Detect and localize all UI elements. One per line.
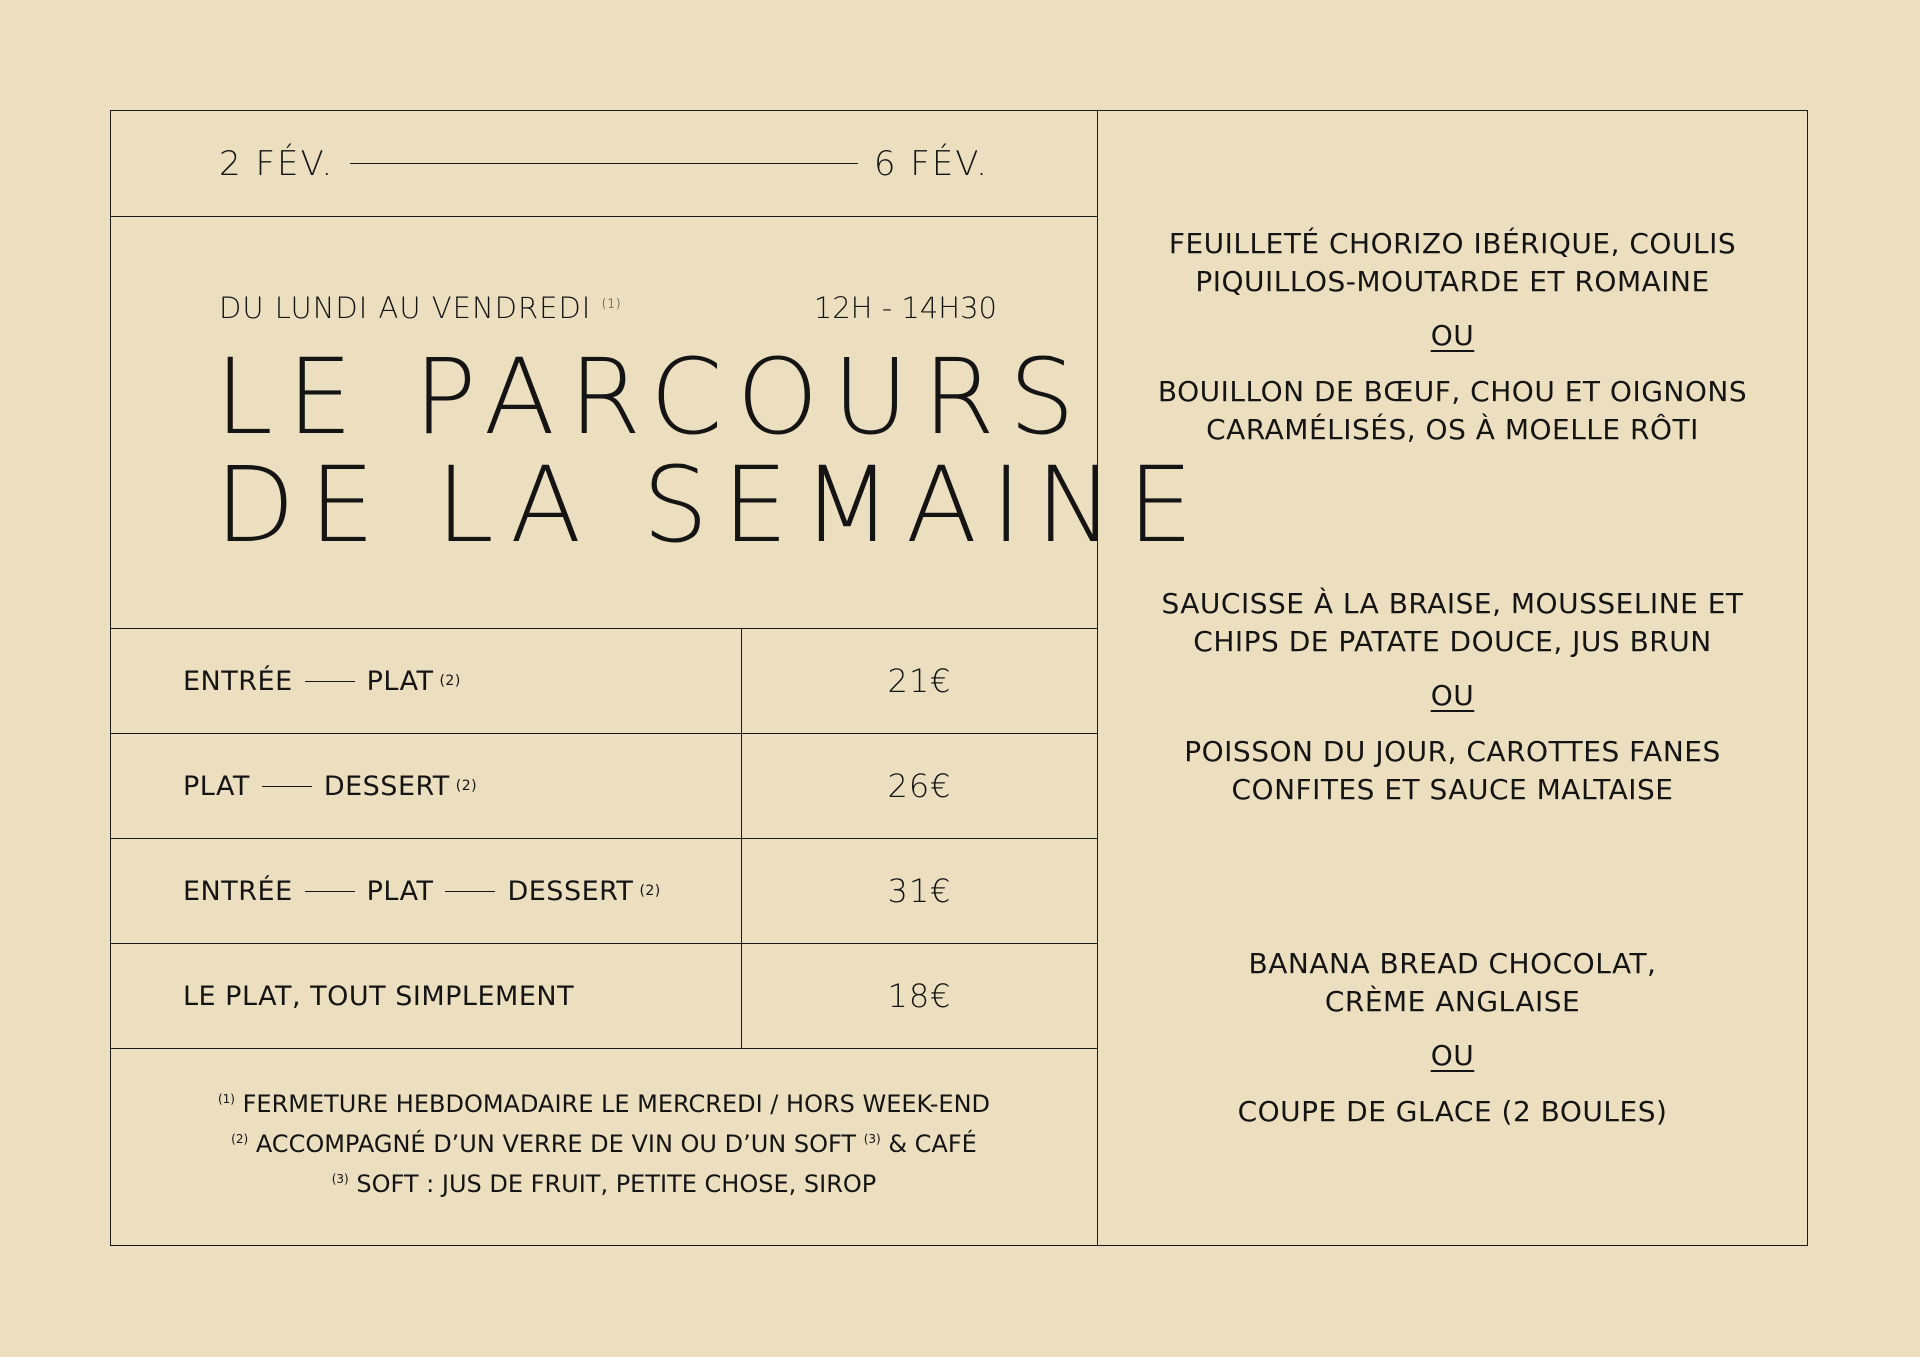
starters-course	[1098, 225, 1807, 449]
formula-part: ENTRÉE	[183, 875, 293, 907]
formula-row	[111, 839, 1097, 944]
title-block	[111, 217, 1208, 629]
dish-line: POISSON DU JOUR, CAROTTES FANES	[1184, 735, 1721, 768]
left-panel	[111, 111, 1208, 1245]
footnote-text: FERMETURE HEBDOMADAIRE LE MERCREDI / HORS WEEK-END	[242, 1090, 991, 1118]
formula-price: 31€	[887, 872, 952, 910]
formula-label	[111, 839, 742, 943]
formula-note: (2)	[639, 883, 661, 899]
title-line-2: DE LA SEMAINE	[215, 444, 1208, 566]
formula-dash	[445, 891, 495, 892]
footnotes	[111, 1049, 1097, 1245]
or-separator: OU	[1430, 319, 1475, 352]
footnote	[231, 1130, 977, 1158]
dish-line: CRÈME ANGLAISE	[1324, 985, 1581, 1018]
formula-dash	[262, 786, 312, 787]
dish	[1098, 733, 1807, 809]
dish-line: BANANA BREAD CHOCOLAT,	[1248, 947, 1657, 980]
footnote	[218, 1090, 990, 1118]
dish-line: CHIPS DE PATATE DOUCE, JUS BRUN	[1193, 625, 1712, 658]
dish-line: SAUCISSE À LA BRAISE, MOUSSELINE ET	[1161, 587, 1744, 620]
days-text: DU LUNDI AU VENDREDI	[219, 291, 592, 325]
mains-course	[1098, 585, 1807, 809]
formula-part: ENTRÉE	[183, 665, 293, 697]
formula-label	[111, 944, 742, 1048]
dish-line: BOUILLON DE BŒUF, CHOU ET OIGNONS	[1157, 375, 1748, 408]
formula-part: DESSERT	[323, 770, 450, 802]
formula-dash	[305, 891, 355, 892]
formula-row	[111, 944, 1097, 1049]
formula-label	[111, 734, 742, 838]
dish	[1098, 945, 1807, 1021]
formula-part: PLAT	[183, 770, 250, 802]
dish-line: COUPE DE GLACE (2 BOULES)	[1237, 1095, 1668, 1128]
or-separator: OU	[1430, 679, 1475, 712]
formula-part: PLAT	[366, 875, 434, 907]
formula-price: 21€	[887, 662, 952, 700]
formula-part: DESSERT	[507, 875, 634, 907]
footnote-mark: (1)	[217, 1092, 235, 1106]
footnote-mark: (3)	[331, 1172, 349, 1186]
footnote-text: SOFT : JUS DE FRUIT, PETITE CHOSE, SIROP	[356, 1170, 877, 1198]
date-range	[111, 111, 1097, 217]
formula-price: 18€	[887, 977, 952, 1015]
dish-line: FEUILLETÉ CHORIZO IBÉRIQUE, COULIS	[1168, 227, 1737, 260]
start-date: 2 FÉV.	[219, 143, 335, 184]
dish	[1098, 585, 1807, 661]
formula-row	[111, 734, 1097, 839]
title-line-1: LE PARCOURS	[215, 336, 1089, 458]
formula-row	[111, 629, 1097, 734]
formula-part: PLAT	[366, 665, 434, 697]
footnote	[332, 1170, 877, 1198]
formula-part: LE PLAT, TOUT SIMPLEMENT	[183, 980, 575, 1012]
hours-label: 12H - 14H30	[813, 291, 997, 325]
desserts-course	[1098, 945, 1807, 1131]
formula-note: (2)	[455, 778, 478, 794]
formula-note: (2)	[439, 673, 461, 689]
dish-line: CARAMÉLISÉS, OS À MOELLE RÔTI	[1206, 413, 1699, 446]
days-label	[219, 291, 622, 325]
formula-dash	[305, 681, 355, 682]
footnote-mark: (2)	[231, 1132, 249, 1146]
days-note: (1)	[601, 296, 622, 311]
dish	[1098, 225, 1807, 301]
footnote-mark: (3)	[863, 1132, 881, 1146]
end-date: 6 FÉV.	[873, 143, 989, 184]
dish-line: PIQUILLOS-MOUTARDE ET ROMAINE	[1195, 265, 1710, 298]
dish	[1098, 1093, 1807, 1131]
date-range-line	[350, 163, 858, 164]
dish-line: CONFITES ET SAUCE MALTAISE	[1231, 773, 1674, 806]
or-separator: OU	[1430, 1039, 1475, 1072]
formula-price: 26€	[887, 767, 952, 805]
menu-frame	[110, 110, 1808, 1246]
dishes-panel	[1098, 111, 1807, 1245]
page-title	[215, 336, 1208, 566]
dish	[1098, 373, 1807, 449]
footnote-text: ACCOMPAGNÉ D’UN VERRE DE VIN OU D’UN SOFT	[255, 1130, 857, 1158]
footnote-text: & CAFÉ	[888, 1130, 977, 1158]
formula-label	[111, 629, 742, 733]
